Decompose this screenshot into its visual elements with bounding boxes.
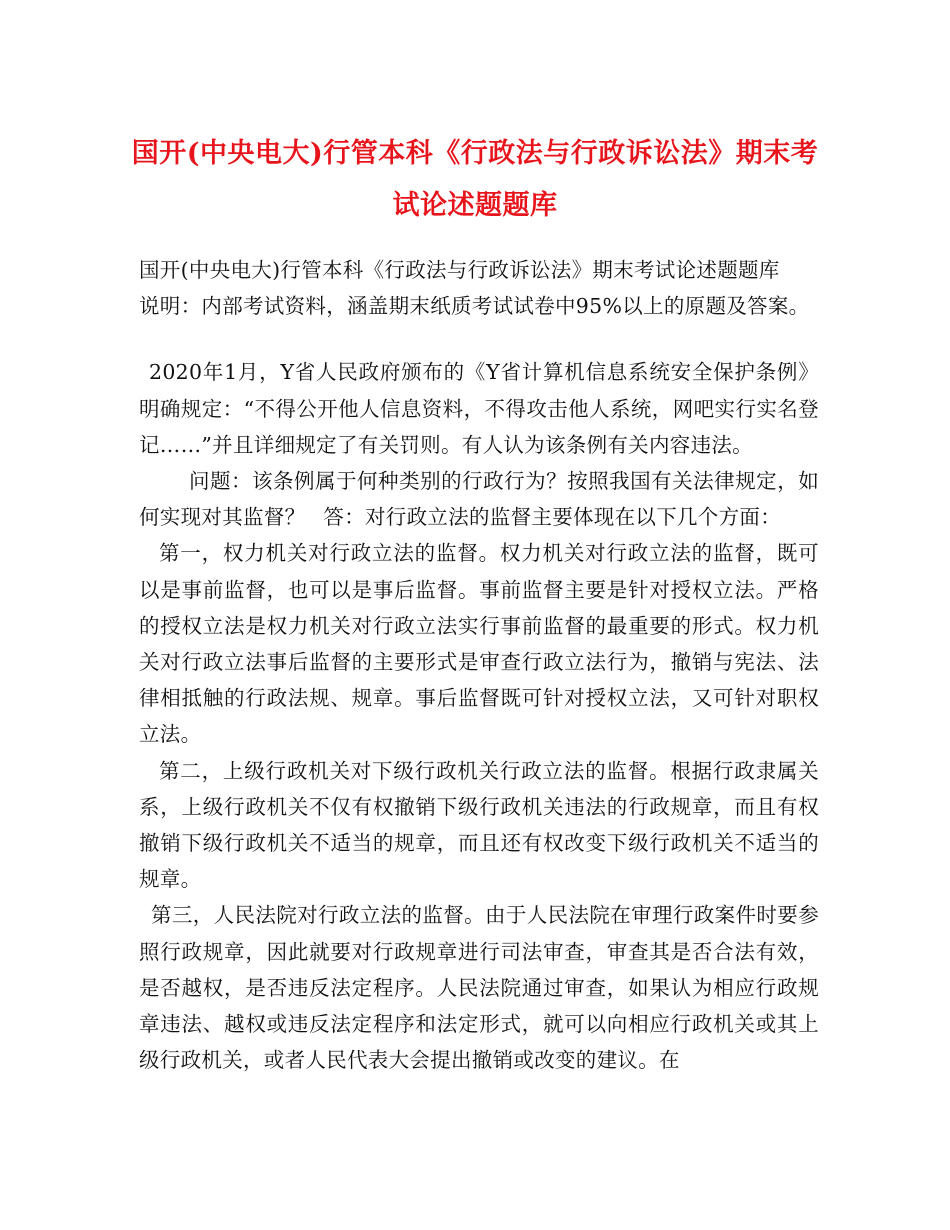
case-paragraph: 2020年1月，Y省人民政府颁布的《Y省计算机信息系统安全保护条例》明确规定：“不得公开他人信息资料，不得攻击他人系统，网吧实行实名登记……”并且详细规定了有关罚则。有人认为该条例有关内容违法。 [139,360,819,457]
point-1-paragraph: 第一，权力机关对行政立法的监督。权力机关对行政立法的监督，既可以是事前监督，也可以是事后监督。事前监督主要是针对授权立法。严格的授权立法是权力机关对行政立法实行事前监督的最重要的形式。权力机关对行政立法事后监督的主要形式是审查行政立法行为，撤销与宪法、法律相抵触的行政法规、规章。事后监督既可针对授权立法，又可针对职权立法。 [139,541,819,747]
answer-intro: 答：对行政立法的监督主要体现在以下几个方面： [323,505,782,530]
point-3-paragraph: 第三，人民法院对行政立法的监督。由于人民法院在审理行政案件时要参照行政规章，因此就要对行政规章进行司法审查，审查其是否合法有效，是否越权，是否违反法定程序。人民法院通过审查，如果认为相应行政规章违法、越权或违反法定程序和法定形式，就可以向相应行政机关或其上级行政机关，或者人民代表大会提出撤销或改变的建议。在 [139,903,819,1073]
note-paragraph: 说明：内部考试资料，涵盖期末纸质考试试卷中95%以上的原题及答案。 [139,294,810,319]
document-body [139,252,819,1078]
document-title: 国开(中央电大)行管本科《行政法与行政诉讼法》期末考试论述题题库 [131,138,819,221]
intro-line: 国开(中央电大)行管本科《行政法与行政诉讼法》期末考试论述题题库 [139,258,780,282]
paragraph-gap [139,324,819,354]
point-2-paragraph: 第二，上级行政机关对下级行政机关行政立法的监督。根据行政隶属关系，上级行政机关不仅有权撤销下级行政机关违法的行政规章，而且有权撤销下级行政机关不适当的规章，而且还有权改变下级行政机关不适当的规章。 [139,758,819,892]
question-text: 问题：该条例属于何种类别的行政行为？按照我国有关法律规定，如何实现对其监督？ [139,469,819,530]
question-paragraph [139,463,819,535]
